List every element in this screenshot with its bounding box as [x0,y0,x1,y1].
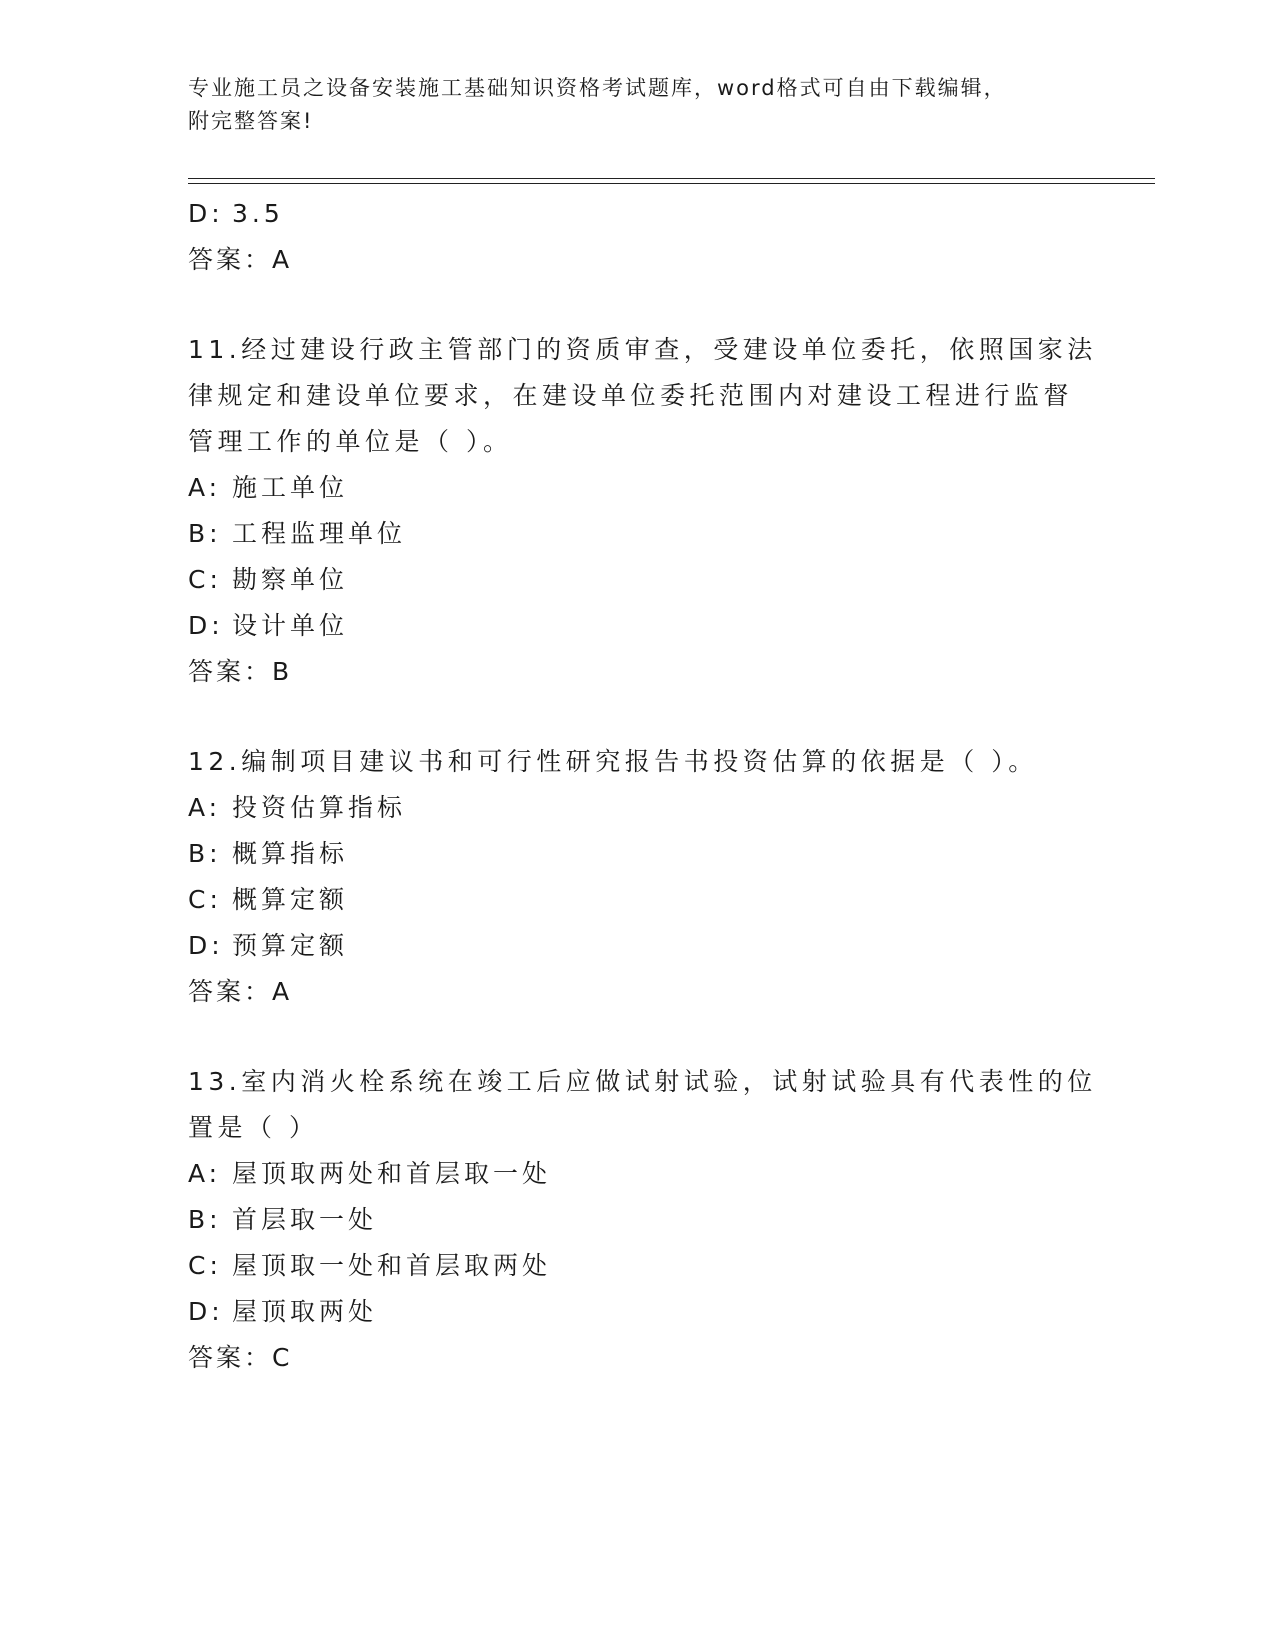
header-line-1: 专业施工员之设备安装施工基础知识资格考试题库，word格式可自由下载编辑， [188,76,1007,100]
page-header [188,72,1068,138]
stem-line: 13.室内消火栓系统在竣工后应做试射试验，试射试验具有代表性的位 [188,1067,1097,1096]
option-d [188,191,1088,237]
option-text: 设计单位 [232,611,349,640]
option-d [188,1289,1088,1335]
option-letter: D: [188,199,224,228]
header-rule-bottom [188,183,1155,184]
header-rule-top [188,178,1155,179]
option-letter: B: [188,839,222,868]
option-d [188,603,1088,649]
spacer [188,695,1088,739]
option-text: 屋顶取一处和首层取两处 [232,1251,552,1280]
option-letter: C: [188,1251,222,1280]
option-c [188,877,1088,923]
option-b [188,1197,1088,1243]
spacer [188,1015,1088,1059]
answer: 答案：A [188,977,293,1006]
option-text: 概算指标 [232,839,349,868]
answer: 答案：C [188,1343,293,1372]
option-letter: A: [188,793,222,822]
option-letter: A: [188,473,222,502]
option-text: 屋顶取两处和首层取一处 [232,1159,552,1188]
option-letter: D: [188,1297,224,1326]
question-13-stem [188,1059,1097,1151]
stem-line: 管理工作的单位是（ ）。 [188,427,513,456]
option-text: 勘察单位 [232,565,349,594]
stem-line: 12.编制项目建议书和可行性研究报告书投资估算的依据是（ ）。 [188,747,1038,776]
answer: 答案：B [188,657,293,686]
option-text: 概算定额 [232,885,349,914]
header-line-2: 附完整答案! [188,109,314,133]
option-letter: B: [188,1205,222,1234]
stem-line: 置是（ ） [188,1113,319,1142]
option-text: 预算定额 [232,931,349,960]
option-letter: D: [188,611,224,640]
option-text: 施工单位 [232,473,349,502]
option-text: 投资估算指标 [232,793,407,822]
option-b [188,831,1088,877]
option-letter: B: [188,519,222,548]
question-11-stem [188,327,1097,465]
stem-line: 11.经过建设行政主管部门的资质审查，受建设单位委托，依照国家法 [188,335,1097,364]
option-letter: D: [188,931,224,960]
option-letter: C: [188,885,222,914]
option-c [188,557,1088,603]
option-text: 屋顶取两处 [232,1297,378,1326]
option-text: 3.5 [232,199,284,228]
spacer [188,283,1088,327]
option-a [188,465,1088,511]
option-a [188,1151,1088,1197]
option-c [188,1243,1088,1289]
option-a [188,785,1088,831]
option-letter: A: [188,1159,222,1188]
option-text: 首层取一处 [232,1205,378,1234]
option-d [188,923,1088,969]
document-body [188,191,1097,1381]
option-b [188,511,1088,557]
stem-line: 律规定和建设单位要求，在建设单位委托范围内对建设工程进行监督 [188,381,1074,410]
answer: 答案：A [188,245,293,274]
question-12-stem [188,739,1088,785]
option-text: 工程监理单位 [232,519,407,548]
option-letter: C: [188,565,222,594]
